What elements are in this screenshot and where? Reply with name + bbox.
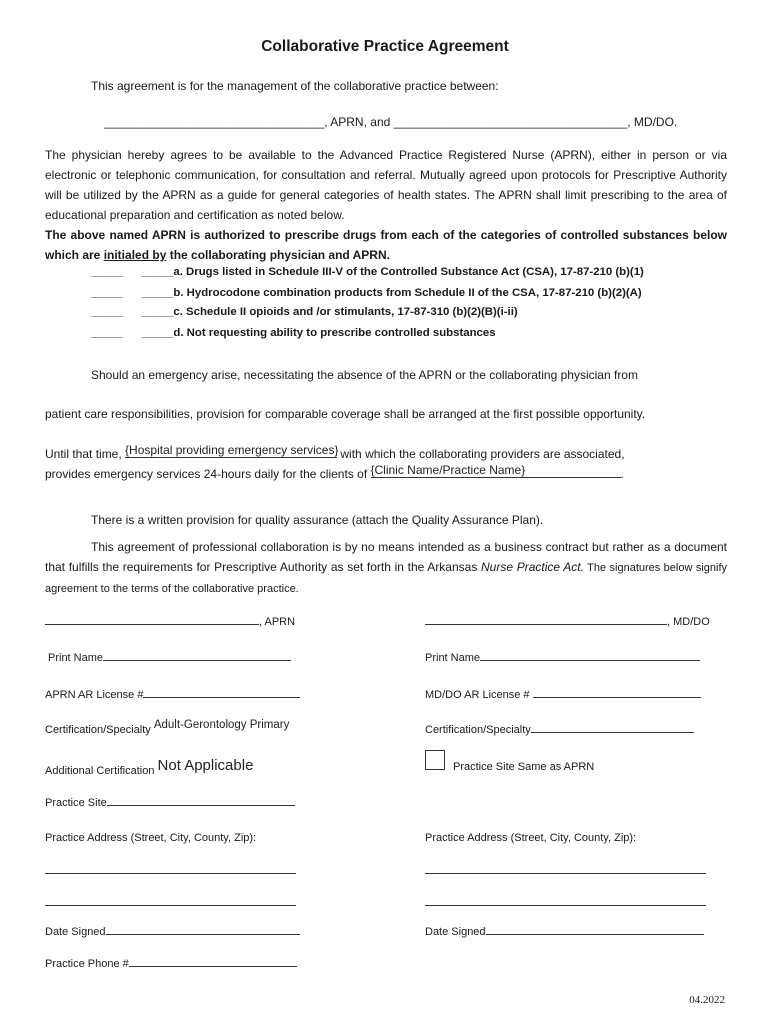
practice-site-field[interactable] — [107, 805, 295, 806]
aprn-date-row — [45, 926, 300, 938]
aprn-signature-suffix: , APRN — [259, 616, 296, 628]
additional-certification-label: Additional Certification — [45, 765, 155, 777]
physician-print-name-field[interactable] — [480, 660, 700, 661]
initial-physician-c[interactable]: _____ — [91, 306, 123, 318]
category-row-d — [91, 327, 496, 339]
emergency-text-2: patient care responsibilities, provision for comparable coverage shall be arranged at the first possible opportunity. — [45, 407, 646, 421]
initial-aprn-c[interactable]: _____ — [141, 306, 174, 318]
physician-date-label: Date Signed — [425, 926, 486, 938]
until-label: Until that time, — [45, 447, 122, 461]
practice-site-label: Practice Site — [45, 797, 107, 809]
same-site-label: Practice Site Same as APRN — [453, 761, 595, 773]
physician-license-field[interactable] — [533, 697, 701, 698]
initial-aprn-d[interactable]: _____ — [141, 327, 174, 339]
quality-assurance-text: There is a written provision for quality assurance (attach the Quality Assurance Plan). — [91, 513, 544, 527]
physician-certification-row — [425, 724, 694, 736]
clinic-field[interactable]: {Clinic Name/Practice Name} — [371, 463, 621, 478]
aprn-address-line-2[interactable] — [45, 905, 296, 906]
aprn-date-label: Date Signed — [45, 926, 106, 938]
emergency-text-1: Should an emergency arise, necessitating the absence of the APRN or the collaborating physician from — [91, 368, 638, 382]
aprn-certification-row — [45, 719, 290, 736]
initial-physician-a[interactable]: _____ — [91, 266, 123, 278]
practice-site-row — [45, 797, 295, 809]
until-line — [45, 443, 625, 462]
practice-phone-field[interactable] — [129, 966, 297, 967]
category-row-c — [91, 306, 518, 318]
additional-certification-row — [45, 757, 254, 778]
provides-period: . — [620, 467, 624, 481]
physician-license-row — [425, 689, 701, 701]
same-site-checkbox[interactable] — [425, 750, 445, 770]
category-b-text: b. Hydrocodone combination products from Schedule II of the CSA, 17-87-210 (b)(2)(A) — [173, 287, 642, 299]
physician-signature-row — [425, 616, 710, 628]
practice-phone-row — [45, 958, 297, 970]
physician-date-row — [425, 926, 704, 938]
aprn-certification-field[interactable]: Adult-Gerontology Primary — [153, 719, 290, 731]
physician-signature-field[interactable] — [425, 624, 667, 625]
category-c-text: c. Schedule II opioids and /or stimulants, 17-87-310 (b)(2)(B)(i-ii) — [173, 306, 518, 318]
authorization-paragraph — [45, 225, 727, 265]
initial-aprn-b[interactable]: _____ — [141, 287, 174, 299]
initialed-by-text: initialed by — [103, 248, 167, 262]
category-d-text: d. Not requesting ability to prescribe controlled substances — [173, 327, 496, 339]
physician-address-line-2[interactable] — [425, 905, 706, 906]
authorization-text-2: the collaborating physician and APRN. — [166, 248, 390, 262]
nurse-practice-act-text: Nurse Practice Act. — [481, 560, 584, 574]
aprn-license-row — [45, 689, 300, 701]
physician-print-name-label: Print Name — [425, 652, 481, 664]
aprn-date-field[interactable] — [106, 934, 300, 935]
authorization-text-1: The above named APRN is authorized to prescribe drugs from each of the categories of controlled substances below which are — [45, 228, 727, 262]
category-row-a — [91, 266, 644, 278]
agreement-text-2: The signatures below signify agreement to the terms of the collaborative practice. — [45, 562, 727, 595]
aprn-print-name-row — [48, 652, 291, 664]
initial-aprn-a[interactable]: _____ — [141, 266, 174, 278]
practice-phone-label: Practice Phone # — [45, 958, 129, 970]
category-a-text: a. Drugs listed in Schedule III-V of the Controlled Substance Act (CSA), 17-87-210 (b)(1) — [173, 266, 644, 278]
aprn-address-line-1[interactable] — [45, 873, 296, 874]
agreement-paragraph — [45, 537, 727, 599]
physician-certification-label: Certification/Specialty — [425, 724, 531, 736]
provides-line — [45, 463, 624, 482]
aprn-name-field[interactable]: _________________________________ — [104, 115, 325, 129]
aprn-print-name-label: Print Name — [48, 652, 104, 664]
revision-date: 04.2022 — [689, 994, 725, 1006]
intro-text: This agreement is for the management of the collaborative practice between: — [91, 79, 499, 93]
physician-print-name-row — [425, 652, 700, 664]
physician-address-label: Practice Address (Street, City, County, Zip): — [425, 832, 637, 844]
availability-paragraph: The physician hereby agrees to be available to the Advanced Practice Registered Nurse (APRN), either in person or via electronic or telephonic communication, for consultation and referral. Mutually agreed upon protocols for Prescriptive Authority will be utilized by the APRN as a guide for general categories of health states. The APRN shall limit prescribing to the area of educational preparation and certification as noted below. — [45, 148, 727, 222]
aprn-signature-row — [45, 616, 295, 628]
initial-physician-d[interactable]: _____ — [91, 327, 123, 339]
document-title: Collaborative Practice Agreement — [261, 38, 509, 55]
aprn-license-field[interactable] — [143, 697, 300, 698]
aprn-certification-label: Certification/Specialty — [45, 724, 151, 736]
provides-label: provides emergency services 24-hours daily for the clients of — [45, 467, 368, 481]
category-row-b — [91, 287, 642, 299]
physician-signature-suffix: , MD/DO — [667, 616, 710, 628]
physician-date-field[interactable] — [486, 934, 704, 935]
physician-name-field[interactable]: ___________________________________ — [393, 115, 628, 129]
aprn-and-label: , APRN, and — [324, 115, 391, 129]
mddo-label: , MD/DO. — [627, 115, 678, 129]
physician-address-line-1[interactable] — [425, 873, 706, 874]
agreement-text-1: This agreement of professional collaboration is by no means intended as a business contract but rather as a document that fulfills the requirements for Prescriptive Authority as set forth in the Arkansas — [45, 540, 727, 574]
aprn-signature-field[interactable] — [45, 624, 259, 625]
aprn-address-label: Practice Address (Street, City, County, Zip): — [45, 832, 257, 844]
initial-physician-b[interactable]: _____ — [91, 287, 123, 299]
hospital-field[interactable]: {Hospital providing emergency services} — [125, 443, 339, 457]
aprn-print-name-field[interactable] — [103, 660, 291, 661]
physician-license-label: MD/DO AR License # — [425, 689, 530, 701]
until-rest-text: with which the collaborating providers are associated, — [340, 447, 625, 461]
parties-line — [104, 115, 677, 129]
additional-certification-field[interactable]: Not Applicable — [157, 757, 254, 774]
aprn-license-label: APRN AR License # — [45, 689, 144, 701]
physician-certification-field[interactable] — [531, 732, 694, 733]
